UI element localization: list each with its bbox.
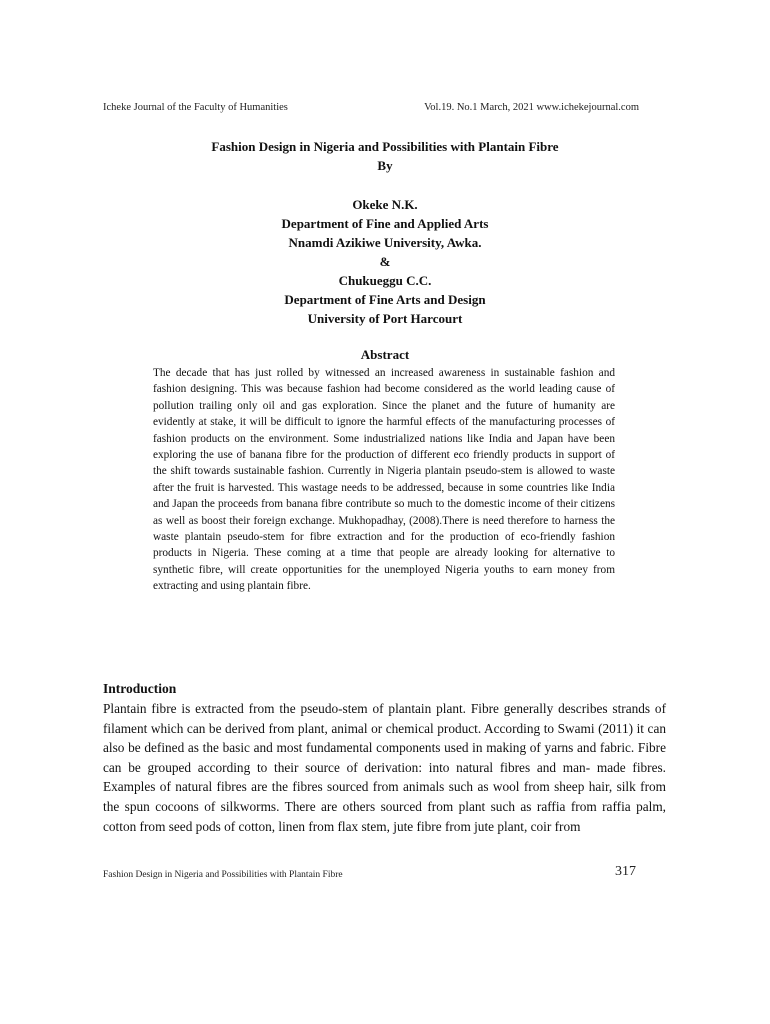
paper-title: Fashion Design in Nigeria and Possibilities with Plantain Fibre: [211, 139, 559, 154]
running-header: [103, 102, 639, 113]
running-footer: Fashion Design in Nigeria and Possibilities with Plantain Fibre: [103, 870, 343, 880]
author1-department: Department of Fine and Applied Arts: [281, 216, 489, 231]
abstract-heading: Abstract: [360, 347, 410, 362]
abstract-text: The decade that has just rolled by witnessed an increased awareness in sustainable fashion and fashion designing. This was because fashion had become considered as the world leading cause of pollution trailing only oil and gas exploration. Since the planet and the future of humanity are evidently at stake, it will be difficult to ignore the harmful effects of the manufacturing processes of fashion products on the environment. Some industrialized nations like India and Japan have been exploring the use of banana fibre for the production of different eco friendly products in support of the shift towards sustainable fashion. Currently in Nigeria plantain pseudo-stem is allowed to waste after the fruit is harvested. This wastage needs to be addressed, because in some countries like India and Japan the proceeds from banana fibre contribute so much to the domestic income of their citizens as well as boost their foreign exchange. Mukhopadhay, (2008).There is need therefore to harness the waste plantain pseudo-stem for fibre extraction and for the production of eco-friendly fashion products in Nigeria. These coming at a time that people are already looking for alternative to synthetic fibre, will create opportunities for the unemployed Nigeria youths to earn money from extracting and using plantain fibre.: [153, 367, 615, 593]
author2-department: Department of Fine Arts and Design: [284, 292, 486, 307]
introduction-heading: Introduction: [103, 681, 177, 696]
author-separator: &: [379, 254, 391, 269]
author1-name: Okeke N.K.: [352, 197, 418, 212]
page-number: 317: [615, 864, 636, 879]
author-block: [0, 195, 770, 328]
journal-name: Icheke Journal of the Faculty of Humanities: [103, 102, 288, 113]
author2-university: University of Port Harcourt: [307, 311, 463, 326]
introduction-text: Plantain fibre is extracted from the pseudo-stem of plantain plant. Fibre generally describes strands of filament which can be derived from plant, animal or chemical product. According to Swami (2011) it can also be defined as the basic and most fundamental components used in making of yarns and fabric. Fibre can be grouped according to their source of derivation: into natural fibres and man- made fibres. Examples of natural fibres are the fibres sourced from animals such as wool from sheep hair, silk from the spun cocoons of silkworms. There are others sourced from plant such as raffia from raffia palm, cotton from seed pods of cotton, linen from flax stem, jute fibre from jute plant, coir from: [103, 701, 666, 834]
by-line: By: [377, 158, 393, 173]
author2-name: Chukueggu C.C.: [338, 273, 432, 288]
author1-university: Nnamdi Azikiwe University, Awka.: [288, 235, 482, 250]
paper-title-block: [0, 137, 770, 175]
issue-info: Vol.19. No.1 March, 2021 www.ichekejournal.com: [424, 102, 639, 113]
